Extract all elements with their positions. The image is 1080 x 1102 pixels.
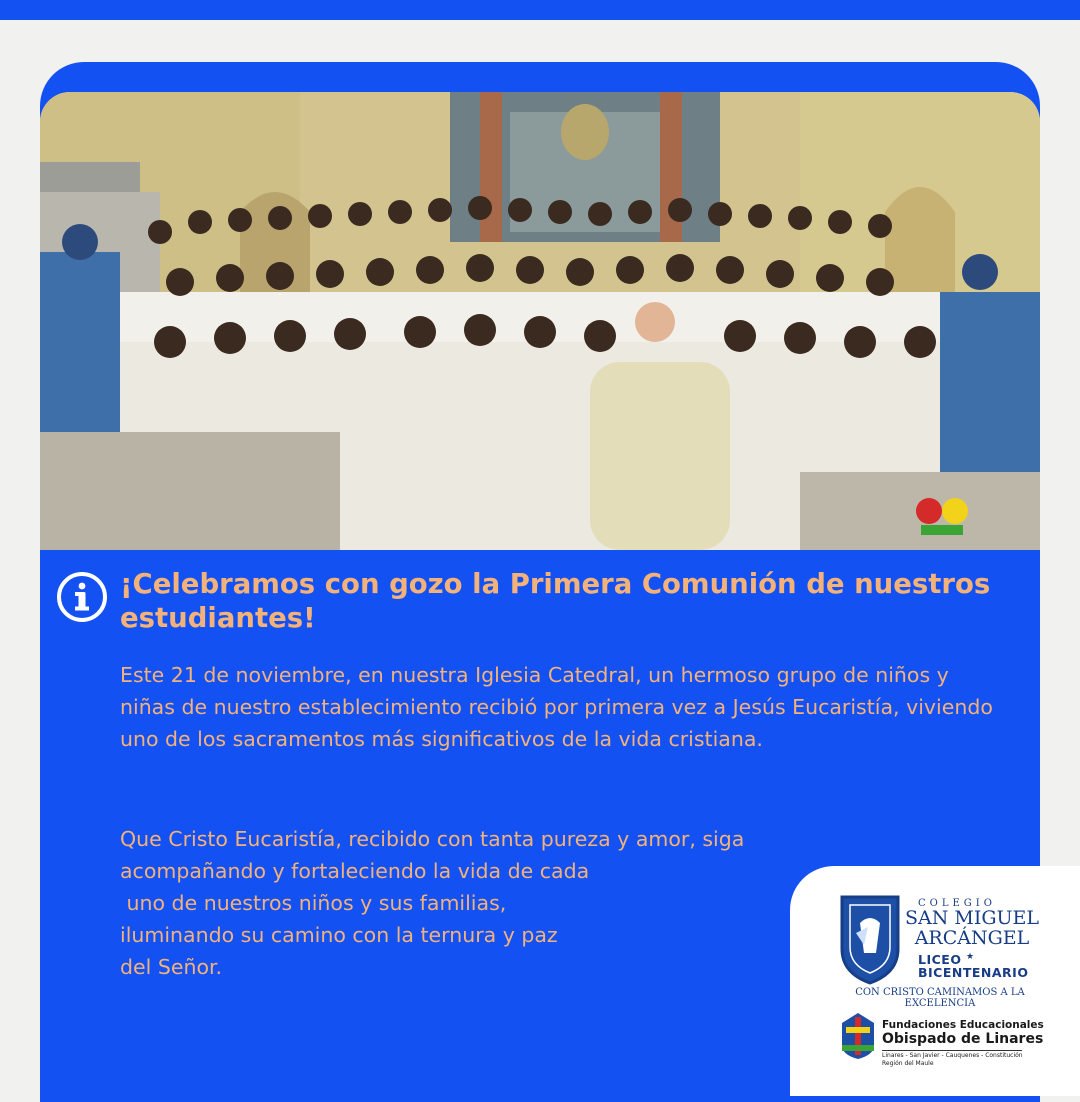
paragraph-2-line: iluminando su camino con la ternura y paz [120,923,558,947]
post-headline: ¡Celebramos con gozo la Primera Comunión de nuestros estudiantes! [120,568,991,634]
school-name-line-1: SAN MIGUEL [904,907,1040,929]
paragraph-2-line: del Señor. [120,955,223,979]
info-circle-icon [55,570,109,624]
foundation-line-1: Fundaciones Educacionales [882,1019,1044,1031]
foundation-divider [882,1050,1022,1051]
school-logo-card [790,866,1080,1096]
top-bar [0,0,1080,20]
bicentenario-line: BICENTENARIO [918,965,1029,980]
liceo-line: LICEO [918,952,962,967]
school-crest-icon [838,893,902,985]
photo-illustration [40,92,1040,550]
school-motto: CON CRISTO CAMINAMOS A LA EXCELENCIA [855,987,1025,1009]
foundation-logo-icon [840,1011,876,1061]
group-photo [40,92,1040,550]
school-colegio-label: COLEGIO [918,898,996,909]
paragraph-2-line: Que Cristo Eucaristía, recibido con tanta pureza y amor, siga [120,827,745,851]
star-icon: ★ [966,952,975,962]
school-name-line-2: ARCÁNGEL [914,927,1030,949]
foundation-line-2: Obispado de Linares [882,1031,1044,1047]
post-paragraph-1: Este 21 de noviembre, en nuestra Iglesia Catedral, un hermoso grupo de niños y niñas de nuestro establecimiento recibió por primera vez a Jesús Eucaristía, viviendo uno de los sacramentos más significativos de la vida cristiana. [120,663,993,751]
school-name [902,908,1042,948]
paragraph-2-line: acompañando y fortaleciendo la vida de cada [120,859,590,883]
foundation-line-3: Linares - San Javier - Cauquenes - Constitución Región del Maule [882,1052,1023,1067]
paragraph-2-line: uno de nuestros niños y sus familias, [120,891,507,915]
